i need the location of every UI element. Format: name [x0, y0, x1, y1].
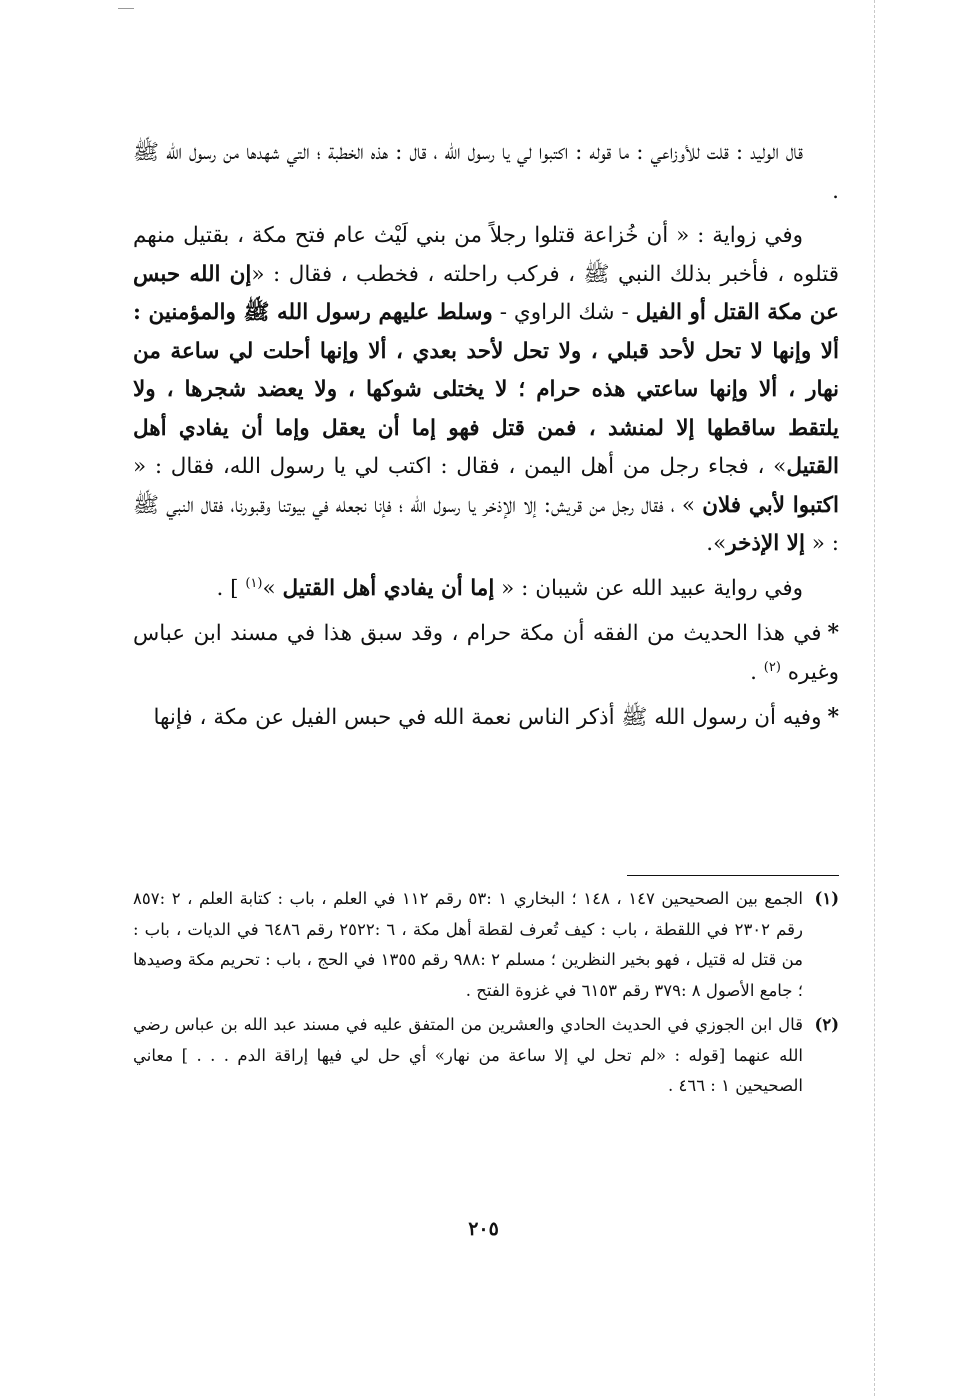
footnote-separator — [627, 875, 839, 876]
riwaya-close-quote: » — [262, 575, 276, 601]
hadith-text-bold-1: إن الله حبس عن مكة القتل أو الفيل — [133, 261, 839, 325]
footnote-text: قال ابن الجوزي في الحديث الحادي والعشرين من المتفق عليه في مسند عبد الله بن عباس رضي الله عنهما [قوله : «لم تحل لي إلا ساعة من نهار» أي حل لي فيها إراقة الدم . . . ] معاني الصحيحين ١ : ٤٦٦ . — [133, 1015, 803, 1095]
footnote-ref-1: (١) — [245, 575, 263, 591]
paragraph-1-text: قال الوليد : قلت للأوزاعي : ما قوله : اكتبوا لي يا رسول الله ، قال : هذه الخطبة ؛ التي شهدها من رسول الله ﷺ . — [133, 140, 839, 204]
narration-end: ». — [706, 531, 727, 556]
footnote-ref-2: (٢) — [763, 659, 781, 675]
fiqh-note-end: . — [750, 659, 757, 685]
narrator-doubt: - شك الراوي - — [499, 300, 629, 325]
paragraph-3 — [133, 570, 839, 609]
main-text — [133, 134, 839, 744]
narration-continue-2: » ، فقال رجل من قريش: إلا الإذخر يا رسول الله ؛ فإنا نجعله في بيوتنا وقبورنا، فقال النبي ﷺ : « — [133, 492, 839, 556]
asterisk-icon: * — [827, 620, 839, 646]
paragraph-5 — [133, 698, 839, 738]
hadith-text-bold-4: إلا الإذخر — [726, 531, 805, 556]
narration-intro: وفي زواية : « أن خُزاعة قتلوا رجلاً من بني لَيْث عام فتح مكة ، بقتيل منهم قتلوه ، فأخبر بذلك النبي ﷺ ، فركب راحلته ، فخطب ، فقال : « — [133, 223, 839, 287]
paragraph-1 — [133, 134, 839, 211]
riwaya-end: ] . — [216, 575, 239, 601]
scan-edge-line — [874, 0, 875, 1396]
benefit-note-text: وفيه أن رسول الله ﷺ أذكر الناس نعمة الله في حبس الفيل عن مكة ، فإنها — [153, 705, 822, 730]
hadith-text-bold-2: وسلط عليهم رسول الله ﷺ والمؤمنين : ألا وإنها لا تحل لأحد قبلي ، ولا تحل لأحد بعدي ، ألا وإنها أحلت لي ساعة من نهار ، ألا وإنها ساعتي هذه حرام ؛ لا يختلى شوكها ، ولا يعضد شجرها ، ولا يلتقط ساقطها إلا لمنشد ، فمن قتل فهو إما أن يعقل وإما أن يفادي أهل القتيل — [133, 300, 839, 479]
footnote-text: الجمع بين الصحيحين ١٤٧ ، ١٤٨ ؛ البخاري ١ :٥٣ رقم ١١٢ في العلم ، باب : كتابة العلم ، ٢ :٨٥٧ رقم ٢٣٠٢ في اللقطة ، باب : كيف تُعرف لقطة أهل مكة ، ٦ :٢٥٢٢ رقم ٦٤٨٦ في الديات ، باب : من قتل له قتيل ، فهو بخير النظرين ؛ مسلم ٢ :٩٨٨ رقم ١٣٥٥ في الحج ، باب : تحريم مكة وصيدها ؛ جامع الأصول ٨ :٣٧٩ رقم ٦١٥٣ في غزوة الفتح . — [133, 889, 803, 1000]
riwaya-intro: وفي رواية عبيد الله عن شيبان : « — [501, 575, 803, 601]
fiqh-note-text: في هذا الحديث من الفقه أن مكة حرام ، وقد سبق هذا في مسند ابن عباس وغيره — [133, 621, 839, 685]
footnote-number: (١) — [814, 889, 839, 908]
paragraph-2 — [133, 217, 839, 564]
hadith-text-bold-3: اكتبوا لأبي فلان — [702, 492, 839, 518]
narration-continue-1: » ، فجاء رجل من أهل اليمن ، فقال : اكتب لي يا رسول الله، فقال : « — [133, 454, 787, 479]
footnote-2 — [133, 1010, 839, 1102]
page-number: ٢٠٥ — [468, 1218, 499, 1240]
scan-mark — [118, 8, 134, 9]
riwaya-bold-text: إما أن يفادي أهل القتيل — [282, 575, 495, 601]
footnote-number: (٢) — [814, 1015, 839, 1034]
asterisk-icon: * — [827, 704, 839, 730]
footnote-1 — [133, 884, 839, 1006]
footnotes-section — [133, 884, 839, 1106]
paragraph-4 — [133, 614, 839, 692]
